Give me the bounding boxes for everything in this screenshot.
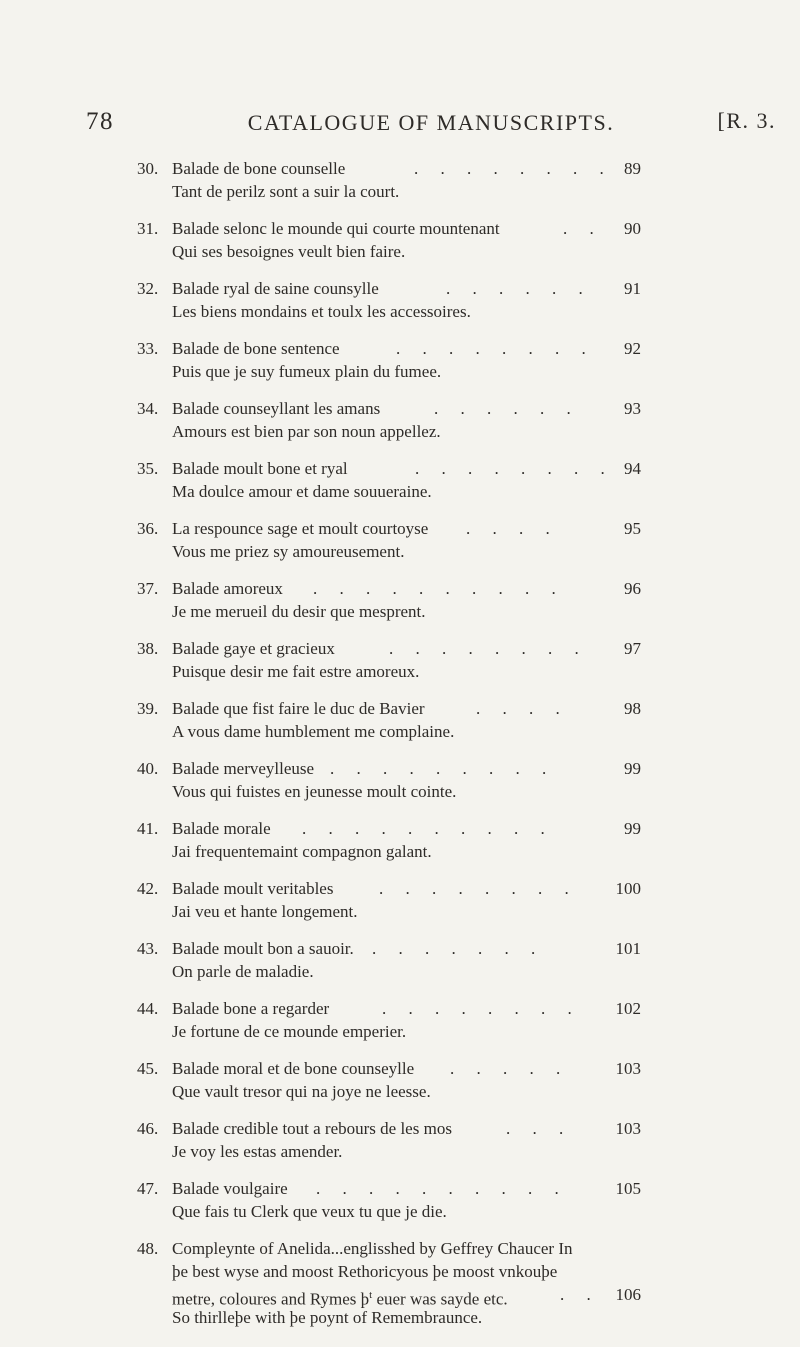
catalogue-entry: 46. Balade credible tout a rebours de les mos . . . 103 Je voy les estas amender. xyxy=(0,1117,800,1177)
entry-title: Balade de bone counselle xyxy=(172,159,346,178)
entry-first-line: On parle de maladie. xyxy=(172,962,314,981)
entry-first-line: Je me merueil du desir que mesprent. xyxy=(172,602,426,621)
entry-page: 94 xyxy=(624,459,641,478)
entry-page: 106 xyxy=(615,1285,641,1304)
entry-title: Balade counseyllant les amans xyxy=(172,399,381,418)
entry-page: 97 xyxy=(624,639,641,658)
entry-number: 38. xyxy=(137,639,159,658)
entry-number: 45. xyxy=(137,1059,159,1078)
entry-first-line: Jai frequentemaint compagnon galant. xyxy=(172,842,432,861)
entry-page: 92 xyxy=(624,339,641,358)
superscript-t: t xyxy=(369,1289,373,1301)
entry-number: 37. xyxy=(137,579,159,598)
catalogue-entry: 44. Balade bone a regarder . . . . . . . . 102 Je fortune de ce mounde emperier. xyxy=(0,997,800,1057)
catalogue-entry: 43. Balade moult bon a sauoir. . . . . . . . 101 On parle de maladie. xyxy=(0,937,800,997)
entry-page: 89 xyxy=(624,159,641,178)
entry-page: 103 xyxy=(615,1059,641,1078)
entry-number: 31. xyxy=(137,219,159,238)
entry-page: 96 xyxy=(624,579,641,598)
entry-page: 101 xyxy=(615,939,641,958)
entry-number: 44. xyxy=(137,999,159,1018)
entry-number: 39. xyxy=(137,699,159,718)
entry-first-line: Amours est bien par son noun appellez. xyxy=(172,422,441,441)
catalogue-entry: 33. Balade de bone sentence . . . . . . . . 92 Puis que je suy fumeux plain du fumee. xyxy=(0,337,800,397)
entry-page: 102 xyxy=(615,999,641,1018)
entry-number: 41. xyxy=(137,819,159,838)
entry-first-line: Tant de perilz sont a suir la court. xyxy=(172,182,400,201)
entry-title-line-1: Compleynte of Anelida...englisshed by Geffrey Chaucer In xyxy=(172,1239,573,1258)
running-title: CATALOGUE OF MANUSCRIPTS. xyxy=(247,110,615,135)
entry-page: 100 xyxy=(615,879,641,898)
entry-title: Balade amoreux xyxy=(172,579,283,598)
entry-first-line: A vous dame humblement me complaine. xyxy=(172,722,455,741)
catalogue-entry-final: 48. Compleynte of Anelida...englisshed by Geffrey Chaucer In þe best wyse and moost Rethoricyous þe moost vnkouþe metre, coloures and Rymes $þ^t$ euer was sayde etc. . . 106 So thirlleþe with þe poynt of Remembraunce. xyxy=(0,1237,800,1347)
entry-number: 32. xyxy=(137,279,159,298)
entry-first-line: Que fais tu Clerk que veux tu que je die. xyxy=(172,1202,447,1221)
catalogue-entry: 35. Balade moult bone et ryal . . . . . . . . 94 Ma doulce amour et dame souueraine. xyxy=(0,457,800,517)
entry-page: 103 xyxy=(615,1119,641,1138)
running-header xyxy=(86,108,776,142)
catalogue-entry: 42. Balade moult veritables . . . . . . . . 100 Jai veu et hante longement. xyxy=(0,877,800,937)
entry-first-line: Je fortune de ce mounde emperier. xyxy=(172,1022,407,1041)
catalogue-entry: 34. Balade counseyllant les amans . . . . . . 93 Amours est bien par son noun appellez. xyxy=(0,397,800,457)
catalogue-entry: 37. Balade amoreux . . . . . . . . . . 96 Je me merueil du desir que mesprent. xyxy=(0,577,800,637)
entry-first-line: Vous me priez sy amoureusement. xyxy=(172,542,405,561)
entry-number: 43. xyxy=(137,939,159,958)
entry-first-line: Vous qui fuistes en jeunesse moult cointe. xyxy=(172,782,457,801)
entry-title: Balade credible tout a rebours de les mos xyxy=(172,1119,452,1138)
entry-first-line: So thirlleþe with þe poynt of Remembraunce. xyxy=(172,1308,483,1327)
entry-title: La respounce sage et moult courtoyse xyxy=(172,519,429,538)
entry-first-line: Jai veu et hante longement. xyxy=(172,902,358,921)
entry-number: 36. xyxy=(137,519,159,538)
entry-page: 105 xyxy=(615,1179,641,1198)
entry-number: 40. xyxy=(137,759,159,778)
catalogue-entry: 32. Balade ryal de saine counsylle . . . . . . 91 Les biens mondains et toulx les accessoires. xyxy=(0,277,800,337)
entry-first-line: Je voy les estas amender. xyxy=(172,1142,343,1161)
entry-title: Balade ryal de saine counsylle xyxy=(172,279,379,298)
catalogue-entry: 45. Balade moral et de bone counseylle . . . . . 103 Que vault tresor qui na joye ne leesse. xyxy=(0,1057,800,1117)
entry-page: 99 xyxy=(624,819,641,838)
entry-title: Balade moult bone et ryal xyxy=(172,459,348,478)
entry-number: 42. xyxy=(137,879,159,898)
catalogue-entry: 31. Balade selonc le mounde qui courte mountenant . . 90 Qui ses besoignes veult bien faire. xyxy=(0,217,800,277)
catalogue-entry: 36. La respounce sage et moult courtoyse . . . . 95 Vous me priez sy amoureusement. xyxy=(0,517,800,577)
entry-title-line-2: þe best wyse and moost Rethoricyous þe moost vnkouþe xyxy=(172,1262,558,1281)
entry-title: Balade voulgaire xyxy=(172,1179,288,1198)
entry-title: Balade moult veritables xyxy=(172,879,334,898)
section-mark: [R. 3. xyxy=(717,108,776,133)
entry-title: Balade moult bon a sauoir. xyxy=(172,939,354,958)
entry-number: 48. xyxy=(137,1239,159,1258)
catalogue-entry: 40. Balade merveylleuse . . . . . . . . . 99 Vous qui fuistes en jeunesse moult cointe. xyxy=(0,757,800,817)
catalogue-entry: 30. Balade de bone counselle . . . . . . . . 89 Tant de perilz sont a suir la court. xyxy=(0,157,800,217)
entry-page: 95 xyxy=(624,519,641,538)
entry-title: Balade morale xyxy=(172,819,271,838)
entry-title: Balade bone a regarder xyxy=(172,999,330,1018)
entry-page: 98 xyxy=(624,699,641,718)
entry-page: 93 xyxy=(624,399,641,418)
page-number: 78 xyxy=(86,108,114,135)
catalogue-entry: 38. Balade gaye et gracieux . . . . . . . . 97 Puisque desir me fait estre amoreux. xyxy=(0,637,800,697)
entry-title: Balade que fist faire le duc de Bavier xyxy=(172,699,425,718)
entry-number: 34. xyxy=(137,399,159,418)
entry-title: Balade selonc le mounde qui courte mountenant xyxy=(172,219,500,238)
entry-number: 47. xyxy=(137,1179,159,1198)
catalogue-entry: 39. Balade que fist faire le duc de Bavier . . . . 98 A vous dame humblement me complaine. xyxy=(0,697,800,757)
entry-first-line: Qui ses besoignes veult bien faire. xyxy=(172,242,406,261)
line-3-text: metre, coloures and Rymes þ xyxy=(172,1289,370,1309)
line-3-rest: euer was sayde etc. xyxy=(372,1289,508,1309)
entry-number: 30. xyxy=(137,159,159,178)
entry-first-line: Puis que je suy fumeux plain du fumee. xyxy=(172,362,442,381)
entry-first-line: Les biens mondains et toulx les accessoires. xyxy=(172,302,471,321)
entry-page: 91 xyxy=(624,279,641,298)
entry-number: 46. xyxy=(137,1119,159,1138)
entry-number: 33. xyxy=(137,339,159,358)
entry-first-line: Ma doulce amour et dame souueraine. xyxy=(172,482,432,501)
entry-page: 99 xyxy=(624,759,641,778)
catalogue-entries xyxy=(0,157,800,1347)
catalogue-entry: 47. Balade voulgaire . . . . . . . . . . 105 Que fais tu Clerk que veux tu que je die. xyxy=(0,1177,800,1237)
entry-title: Balade moral et de bone counseylle xyxy=(172,1059,415,1078)
entry-title: Balade merveylleuse xyxy=(172,759,315,778)
entry-title: Balade gaye et gracieux xyxy=(172,639,335,658)
entry-title: Balade de bone sentence xyxy=(172,339,340,358)
entry-first-line: Puisque desir me fait estre amoreux. xyxy=(172,662,420,681)
catalogue-entry: 41. Balade morale . . . . . . . . . . 99 Jai frequentemaint compagnon galant. xyxy=(0,817,800,877)
entry-page: 90 xyxy=(624,219,641,238)
entry-first-line: Que vault tresor qui na joye ne leesse. xyxy=(172,1082,431,1101)
entry-number: 35. xyxy=(137,459,159,478)
